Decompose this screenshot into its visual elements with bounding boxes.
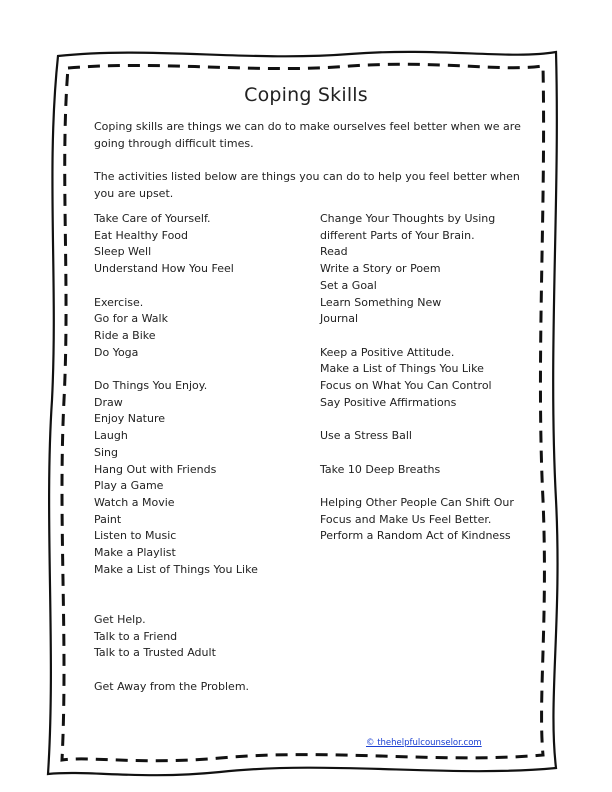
list-item: Use a Stress Ball — [320, 429, 412, 443]
footer-credit-link[interactable]: © thehelpfulcounselor.com — [366, 738, 482, 748]
list-item: Perform a Random Act of Kindness — [320, 529, 511, 543]
intro-paragraph-1: Coping skills are things we can do to make ourselves feel better when we are going through difficult times. — [94, 120, 521, 150]
spacer — [94, 278, 258, 295]
list-item: Learn Something New — [320, 295, 442, 309]
list-item: Get Away from the Problem. — [94, 679, 250, 693]
spacer — [320, 478, 514, 495]
list-item: Make a Playlist — [94, 546, 176, 560]
list-item: Exercise. — [94, 295, 144, 309]
list-item: Laugh — [94, 429, 128, 443]
intro-paragraph-2: The activities listed below are things you can do to help you feel better when you are upset. — [94, 170, 520, 200]
list-item: Focus and Make Us Feel Better. — [320, 512, 492, 526]
page-title: Coping Skills — [244, 84, 368, 106]
list-item: Say Positive Affirmations — [320, 395, 457, 409]
list-item: Sing — [94, 445, 118, 459]
list-item: Go for a Walk — [94, 312, 168, 326]
spacer — [320, 411, 514, 428]
list-item: Understand How You Feel — [94, 262, 234, 276]
list-item: Change Your Thoughts by Using — [320, 212, 496, 225]
list-item: Take 10 Deep Breaths — [320, 462, 441, 476]
list-item: Talk to a Friend — [94, 629, 178, 643]
list-item: Journal — [320, 312, 359, 326]
list-item: Keep a Positive Attitude. — [320, 345, 455, 359]
right-column — [320, 211, 514, 545]
spacer — [320, 328, 514, 345]
list-item: Helping Other People Can Shift Our — [320, 495, 514, 509]
left-column — [94, 211, 258, 695]
spacer — [94, 662, 258, 679]
list-item: Set a Goal — [320, 278, 377, 292]
spacer — [94, 361, 258, 378]
list-item: Do Things You Enjoy. — [94, 379, 208, 392]
list-item: Take Care of Yourself. — [94, 212, 211, 225]
list-item: Make a List of Things You Like — [94, 562, 258, 576]
list-item: Eat Healthy Food — [94, 228, 189, 242]
list-item: Focus on What You Can Control — [320, 379, 492, 393]
spacer — [320, 445, 514, 462]
spacer — [94, 595, 258, 612]
list-item: Paint — [94, 512, 122, 526]
list-item: Do Yoga — [94, 345, 139, 359]
list-item: Listen to Music — [94, 529, 177, 543]
list-item: Talk to a Trusted Adult — [94, 646, 216, 660]
list-item: Hang Out with Friends — [94, 462, 217, 476]
list-item: different Parts of Your Brain. — [320, 228, 475, 242]
list-item: Make a List of Things You Like — [320, 362, 484, 376]
list-item: Ride a Bike — [94, 328, 156, 342]
list-item: Watch a Movie — [94, 495, 175, 509]
list-item: Write a Story or Poem — [320, 262, 441, 276]
list-item: Get Help. — [94, 612, 146, 626]
list-item: Draw — [94, 395, 123, 409]
list-item: Read — [320, 245, 348, 259]
list-item: Enjoy Nature — [94, 412, 166, 426]
spacer — [94, 578, 258, 595]
list-item: Sleep Well — [94, 245, 152, 259]
list-item: Play a Game — [94, 479, 164, 493]
